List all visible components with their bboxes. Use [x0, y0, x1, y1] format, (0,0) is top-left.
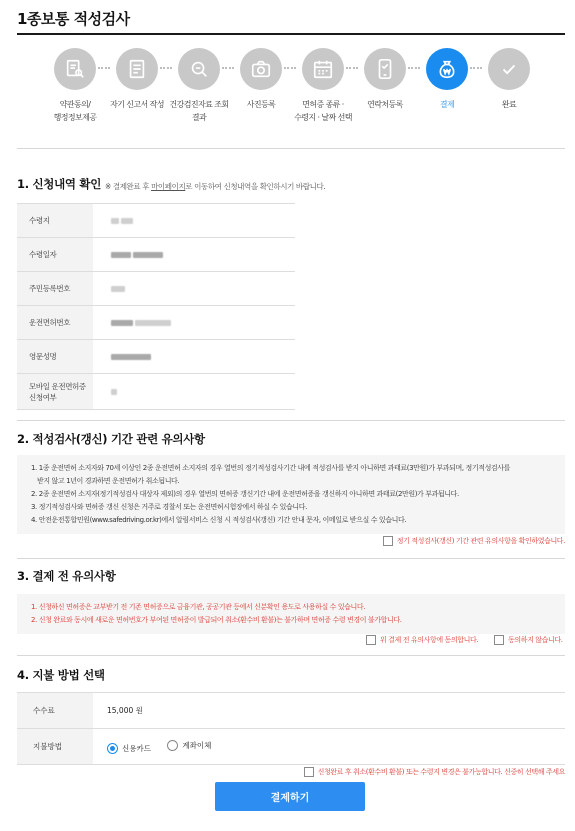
step-photo: [230, 48, 292, 111]
agree-option[interactable]: [366, 635, 478, 645]
mypage-link[interactable]: 마이페이지: [151, 182, 186, 191]
table-row: [17, 693, 565, 729]
fee-label: 수수료: [17, 693, 93, 729]
step-complete: [478, 48, 540, 111]
divider: [17, 655, 565, 656]
row-label: 영문성명: [17, 340, 93, 374]
row-value-redacted: [93, 306, 295, 340]
credit-card-radio[interactable]: [107, 743, 118, 754]
title-rule: [17, 33, 565, 35]
row-value-redacted: [93, 238, 295, 272]
step-label: 연락처등록: [367, 100, 403, 109]
disagree-label: 동의하지 않습니다.: [508, 636, 563, 644]
progress-stepper: [17, 48, 565, 134]
pay-button[interactable]: 결제하기: [215, 782, 365, 811]
notice-line: 1. 1종 운전면허 소지자와 70세 이상인 2종 운전면허 소지자의 경우 열번의 정기적성검사기간 내에 적성검사를 받지 아니하면 과태료(3만원)가 부과되며, 정기적성검사를: [31, 464, 511, 472]
method-label: 지불방법: [17, 729, 93, 765]
step-label: 완료: [501, 100, 517, 109]
disagree-option[interactable]: [494, 635, 563, 645]
row-value-redacted: [93, 204, 295, 238]
table-row: [17, 238, 295, 272]
row-label: 수령지: [17, 204, 93, 238]
row-value-redacted: [93, 272, 295, 306]
check-icon: [488, 48, 530, 90]
search-icon: [178, 48, 220, 90]
row-value-redacted: [93, 374, 295, 410]
table-row: [17, 204, 295, 238]
notice-line: 2. 2종 운전면허 소지자(정기적성검사 대상자 제외)의 경우 열번의 면허증 갱신기간 내에 운전면허증을 갱신하지 아니하면 과태료(2만원)가 부과됩니다.: [31, 490, 459, 498]
table-row: [17, 272, 295, 306]
agree-checkbox[interactable]: [366, 635, 376, 645]
bank-transfer-label: 계좌이체: [182, 740, 212, 750]
step-license-type: [292, 48, 354, 124]
document-icon: [116, 48, 158, 90]
won-bag-icon: [426, 48, 468, 90]
step-label: 면허증 종류 · 수령지 · 날짜 선택: [294, 100, 352, 122]
step-label: 결제: [439, 100, 455, 109]
final-confirm-checkbox[interactable]: [304, 767, 314, 777]
credit-card-option[interactable]: [107, 743, 151, 754]
divider: [17, 420, 565, 421]
phone-icon: [364, 48, 406, 90]
step-label: 자기 신고서 작성: [110, 100, 164, 109]
table-row: [17, 306, 295, 340]
table-row: [17, 340, 295, 374]
bank-transfer-option[interactable]: [167, 740, 211, 751]
section1-note: ※ 결제완료 후 마이페이지로 이동하여 신청내역을 확인하시기 바랍니다.: [105, 182, 326, 191]
row-label: 모바일 운전면허증 신청여부: [17, 374, 93, 410]
notice-line: 2. 신청 완료와 동시에 새로운 면허번호가 부여된 면허증이 발급되어 취소(환수비 환불)는 불가하며 면허증 수령 변경이 불가합니다.: [31, 616, 402, 624]
period-notice-box: [17, 455, 565, 534]
credit-card-label: 신용카드: [122, 743, 151, 753]
divider: [17, 558, 565, 559]
page-title: 1종보통 적성검사: [17, 10, 130, 28]
pre-payment-notice-box: [17, 594, 565, 634]
step-label: 사진등록: [246, 100, 276, 109]
section2-title: 2. 적성검사(갱신) 기간 관련 유의사항: [17, 432, 205, 446]
step-payment: [416, 48, 478, 111]
table-row: [17, 374, 295, 410]
section4-title: 4. 지불 방법 선택: [17, 668, 105, 682]
bank-transfer-radio[interactable]: [167, 740, 178, 751]
disagree-checkbox[interactable]: [494, 635, 504, 645]
divider: [17, 148, 565, 149]
step-health-check: [168, 48, 230, 124]
period-confirm-label: 정기 적성검사(갱신) 기간 관련 유의사항을 확인하였습니다.: [396, 537, 565, 545]
payment-table: [17, 692, 565, 765]
agree-label: 위 결제 전 유의사항에 동의합니다.: [380, 636, 479, 644]
notice-line: 3. 정기적성검사와 면허증 갱신 신청은 거주로 경찰서 또는 운전면허시험장에서 하실 수 있습니다.: [31, 503, 307, 511]
step-contact: [354, 48, 416, 111]
document-search-icon: [54, 48, 96, 90]
step-terms: [44, 48, 106, 124]
final-confirm-label: 신청완료 후 취소(환수비 환불) 또는 수령지 변경은 불가능합니다. 신중히 선택해 주세요: [317, 768, 565, 776]
notice-line: 1. 신청하신 면허증은 교부받기 전 기존 면허증으로 금융기관, 공공기관 등에서 신분확인 용도로 사용하실 수 있습니다.: [31, 603, 366, 611]
section1-title: 1. 신청내역 확인: [17, 177, 102, 191]
row-label: 수령일자: [17, 238, 93, 272]
row-value-redacted: [93, 340, 295, 374]
final-confirm[interactable]: [304, 767, 565, 777]
payment-method-options: [93, 729, 565, 765]
application-info-table: [17, 203, 295, 410]
fee-value: 15,000 원: [93, 693, 565, 729]
calendar-icon: [302, 48, 344, 90]
notice-line: 4. 안전운전통합민원(www.safedriving.or.kr)에서 알림서비스 신청 시 적성검사(갱신) 기간 안내 문자, 이메일로 받으실 수 있습니다.: [31, 516, 407, 524]
row-label: 운전면허번호: [17, 306, 93, 340]
row-label: 주민등록번호: [17, 272, 93, 306]
step-label: 약관동의/ 행정정보제공: [53, 100, 97, 122]
notice-line: 받지 않고 1년이 경과하면 운전면허가 취소됩니다.: [37, 477, 180, 485]
table-row: [17, 729, 565, 765]
period-confirm[interactable]: [383, 536, 565, 546]
step-self-report: [106, 48, 168, 111]
camera-icon: [240, 48, 282, 90]
period-confirm-checkbox[interactable]: [383, 536, 393, 546]
step-label: 건강검진자료 조회 결과: [169, 100, 229, 122]
section3-title: 3. 결제 전 유의사항: [17, 569, 116, 583]
